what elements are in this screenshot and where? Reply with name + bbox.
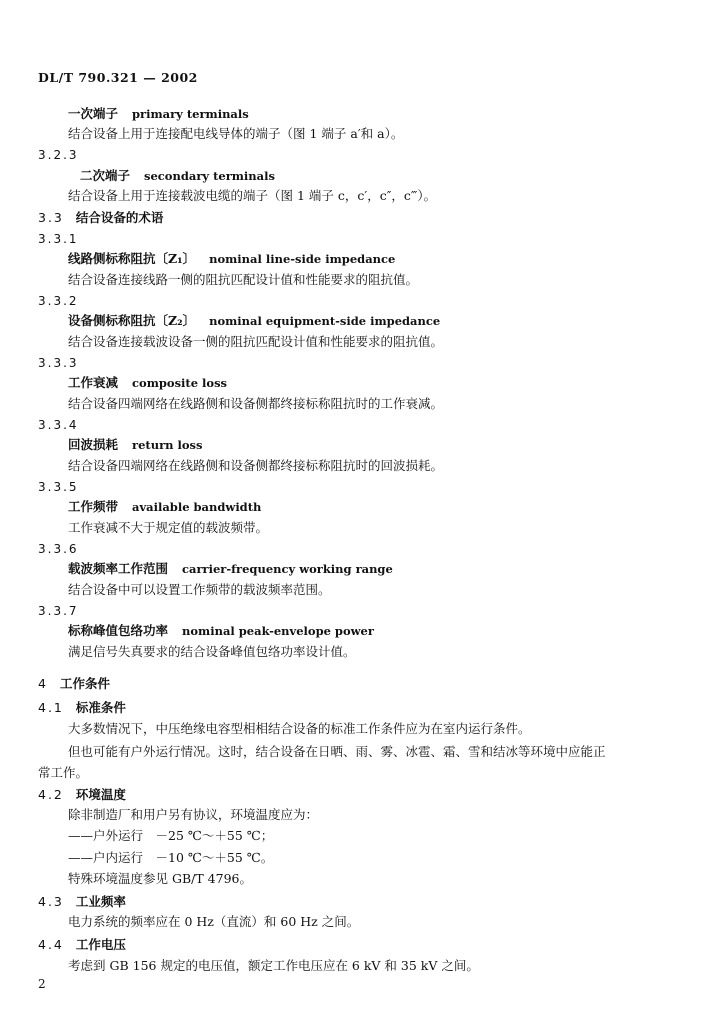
term-english: nominal equipment-side impedance (209, 314, 441, 328)
paragraph-line: ——户内运行 －10 ℃～＋55 ℃。 (68, 850, 274, 865)
standard-code-header: DL/T 790.321 — 2002 (38, 70, 198, 85)
paragraph-line: 结合设备四端网络在线路侧和设备侧都终接标称阻抗时的工作衰减。 (68, 396, 444, 411)
term-definition-heading (68, 561, 393, 577)
section-heading (38, 700, 126, 716)
term-chinese: 工作频带 (68, 499, 119, 514)
section-title: 工业频率 (75, 894, 126, 909)
paragraph-line: 除非制造厂和用户另有协议，环境温度应为： (68, 807, 319, 822)
term-chinese: 二次端子 (80, 168, 131, 183)
section-number: 4.2 (38, 787, 64, 802)
clause-number: 3.3.6 (38, 542, 79, 556)
clause-number: 3.3.1 (38, 232, 79, 246)
term-english: available bandwidth (132, 500, 262, 514)
clause-number: 3.3.4 (38, 418, 79, 432)
term-english: return loss (132, 438, 203, 452)
term-chinese: 工作衰减 (68, 375, 119, 390)
paragraph-line: ——户外运行 －25 ℃～＋55 ℃； (68, 828, 274, 843)
paragraph-line: 考虑到 GB 156 规定的电压值，额定工作电压应在 6 kV 和 35 kV 之间。 (68, 958, 479, 973)
term-chinese: 线路侧标称阻抗〔Z₁〕 (68, 251, 196, 266)
section-title: 标准条件 (75, 700, 126, 715)
paragraph-line: 满足信号失真要求的结合设备峰值包络功率设计值。 (68, 644, 356, 659)
term-chinese: 设备侧标称阻抗〔Z₂〕 (68, 313, 196, 328)
paragraph-line: 结合设备上用于连接载波电缆的端子（图 1 端子 c，c′，c″，c‴）。 (68, 188, 437, 203)
term-english: secondary terminals (144, 169, 275, 183)
term-definition-heading (68, 106, 249, 122)
clause-number: 3.3.3 (38, 356, 79, 370)
term-chinese: 一次端子 (68, 106, 119, 121)
section-number: 3.3 (38, 210, 64, 225)
term-definition-heading (68, 499, 261, 515)
clause-number: 3.3.5 (38, 480, 79, 494)
paragraph-line: 但也可能有户外运行情况。这时，结合设备在日晒、雨、雾、冰雹、霜、雪和结冰等环境中应能正 (68, 744, 606, 759)
term-definition-heading (80, 168, 275, 184)
section-number: 4 (38, 676, 48, 691)
term-chinese: 标称峰值包络功率 (68, 623, 169, 638)
section-title: 工作条件 (59, 676, 110, 691)
term-definition-heading (68, 437, 202, 453)
term-chinese: 载波频率工作范围 (68, 561, 169, 576)
term-english: composite loss (132, 376, 228, 390)
term-english: nominal peak-envelope power (182, 624, 374, 638)
section-number: 4.1 (38, 700, 64, 715)
section-heading (38, 210, 163, 226)
paragraph-line: 结合设备中可以设置工作频带的载波频率范围。 (68, 582, 331, 597)
section-title: 结合设备的术语 (75, 210, 164, 225)
section-heading (38, 894, 126, 910)
page-number: 2 (38, 977, 46, 991)
term-definition-heading (68, 251, 395, 267)
term-chinese: 回波损耗 (68, 437, 119, 452)
term-definition-heading (68, 375, 227, 391)
clause-number: 3.2.3 (38, 148, 79, 162)
paragraph-continuation: 常工作。 (38, 765, 89, 780)
paragraph-line: 电力系统的频率应在 0 Hz（直流）和 60 Hz 之间。 (68, 914, 360, 929)
term-english: carrier-frequency working range (182, 562, 393, 576)
term-definition-heading (68, 313, 440, 329)
paragraph-line: 结合设备连接载波设备一侧的阻抗匹配设计值和性能要求的阻抗值。 (68, 334, 444, 349)
section-heading (38, 937, 126, 953)
section-heading (38, 676, 110, 692)
clause-number: 3.3.7 (38, 604, 79, 618)
section-title: 工作电压 (75, 937, 126, 952)
paragraph-line: 结合设备四端网络在线路侧和设备侧都终接标称阻抗时的回波损耗。 (68, 458, 444, 473)
paragraph-line: 结合设备上用于连接配电线导体的端子（图 1 端子 a′和 a）。 (68, 126, 404, 141)
term-english: primary terminals (132, 107, 249, 121)
term-english: nominal line-side impedance (209, 252, 396, 266)
section-heading (38, 787, 126, 803)
clause-number: 3.3.2 (38, 294, 79, 308)
paragraph-line: 结合设备连接线路一侧的阻抗匹配设计值和性能要求的阻抗值。 (68, 272, 419, 287)
section-number: 4.3 (38, 894, 64, 909)
paragraph-line: 工作衰减不大于规定值的载波频带。 (68, 520, 269, 535)
paragraph-line: 特殊环境温度参见 GB/T 4796。 (68, 871, 252, 886)
paragraph-line: 大多数情况下，中压绝缘电容型相相结合设备的标准工作条件应为在室内运行条件。 (68, 721, 531, 736)
section-title: 环境温度 (75, 787, 126, 802)
term-definition-heading (68, 623, 374, 639)
section-number: 4.4 (38, 937, 64, 952)
